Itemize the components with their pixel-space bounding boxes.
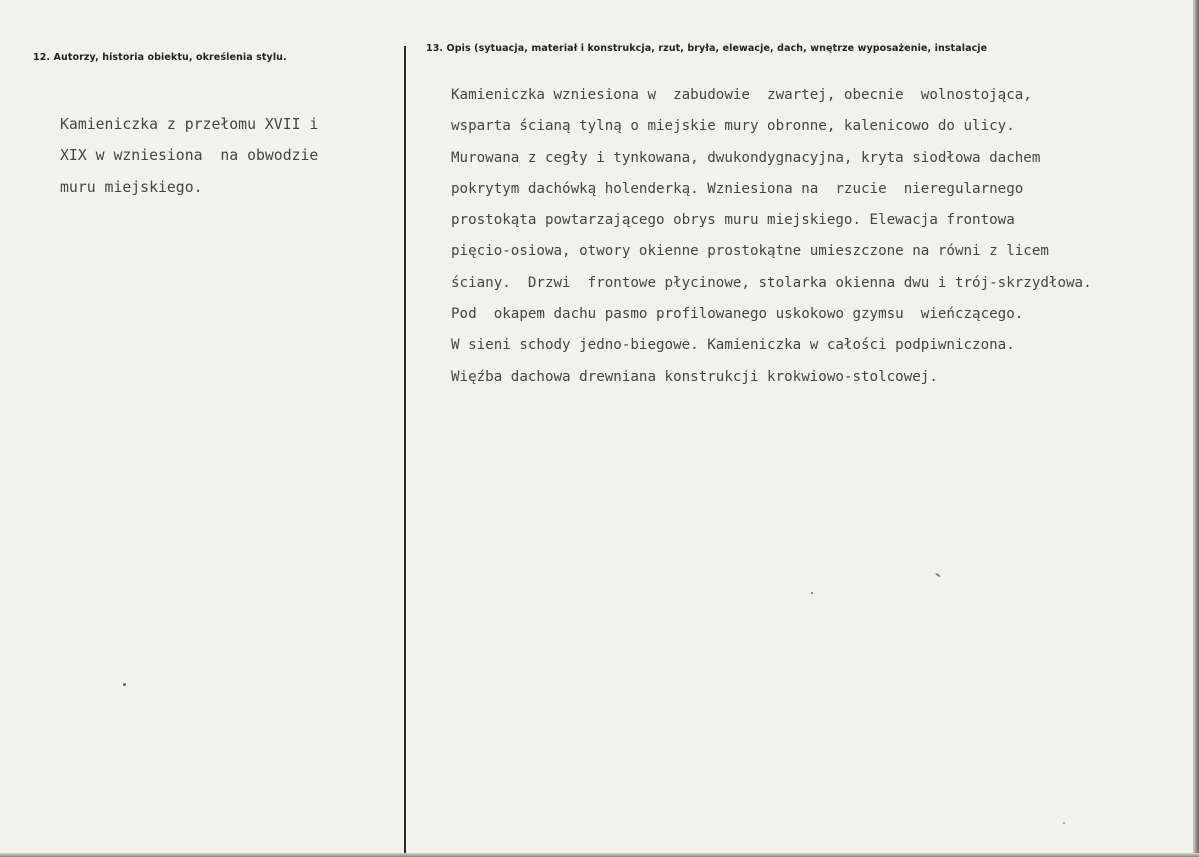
text-line: pokrytym dachówką holenderką. Wzniesiona na rzucie nieregularnego — [451, 180, 1024, 197]
page-edge-right — [1193, 0, 1199, 857]
section-13-heading: 13. Opis (sytuacja, materiał i konstrukcja, rzut, bryła, elewacje, dach, wnętrze wyposażenie, instalacje — [426, 43, 988, 54]
section-13-text — [451, 80, 1092, 393]
paper-speck — [1063, 822, 1065, 824]
text-line: pięcio-osiowa, otwory okienne prostokątne umieszczone na równi z licem — [451, 243, 1049, 260]
paper-speck — [811, 592, 813, 594]
text-line: W sieni schody jedno-biegowe. Kamieniczka w całości podpiwniczona. — [451, 337, 1015, 354]
text-line: Pod okapem dachu pasmo profilowanego uskokowo gzymsu wieńczącego. — [451, 306, 1024, 323]
text-line: Murowana z cegły i tynkowana, dwukondygnacyjna, kryta siodłowa dachem — [451, 149, 1041, 166]
text-line: prostokąta powtarzającego obrys muru miejskiego. Elewacja frontowa — [451, 212, 1015, 229]
paper-speck — [123, 683, 126, 686]
section-12-text — [60, 109, 318, 203]
section-12-heading: 12. Autorzy, historia obiektu, określenia stylu. — [33, 52, 287, 63]
text-line: ściany. Drzwi frontowe płycinowe, stolarka okienna dwu i trój-skrzydłowa. — [451, 274, 1092, 291]
text-line: Kamieniczka z przełomu XVII i — [60, 116, 319, 133]
paper-speck — [935, 572, 941, 577]
column-divider — [404, 46, 406, 857]
text-line: wsparta ścianą tylną o miejskie mury obronne, kalenicowo do ulicy. — [451, 118, 1015, 135]
text-line: Więźba dachowa drewniana konstrukcji krokwiowo-stolcowej. — [451, 368, 938, 385]
text-line: muru miejskiego. — [60, 178, 203, 196]
text-line: Kamieniczka wzniesiona w zabudowie zwartej, obecnie wolnostojąca, — [451, 87, 1032, 103]
text-line: XIX w wzniesiona na obwodzie — [60, 147, 319, 165]
page-edge-bottom — [0, 853, 1199, 857]
